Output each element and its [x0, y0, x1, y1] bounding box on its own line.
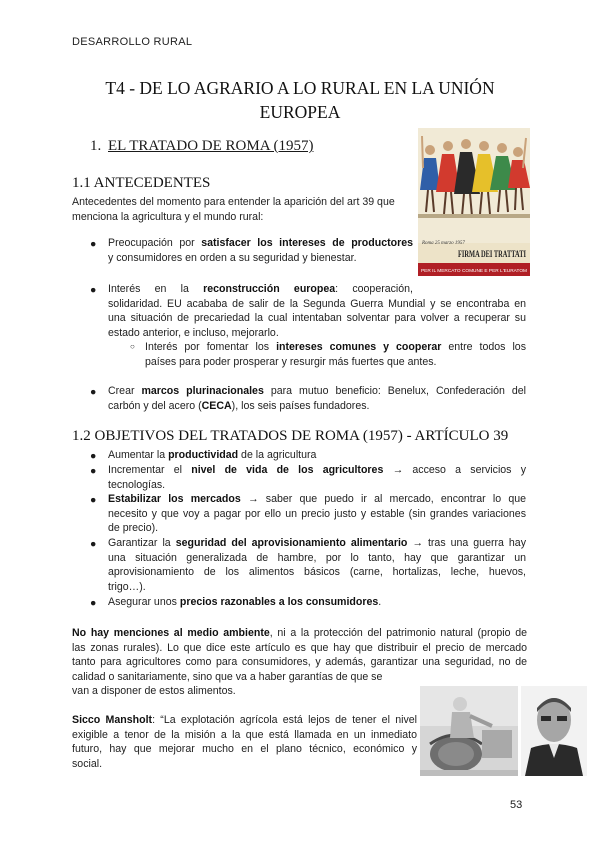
section-1-heading — [90, 138, 313, 155]
antecedentes-bullet-3: Crear marcos plurinacionales para mutuo beneficio: Benelux, Confederación del carbón y del acero (CECA), los seis países fundadores. — [108, 385, 526, 412]
objetivo-5: Asegurar unos precios razonables a los consumidores. — [108, 596, 382, 608]
antecedentes-intro — [72, 195, 417, 224]
objetivo-1: Aumentar la productividad de la agricultura — [108, 449, 317, 461]
mansholt-portrait-photo — [521, 686, 587, 776]
poster-caption-big: FIRMA DEI TRATTATI — [458, 250, 527, 260]
bullet-dot: ● — [90, 386, 97, 398]
poster-caption-small: Roma 25 marzo 1957 — [422, 241, 465, 246]
poster-caption-bottom: PER IL MERCATO COMUNE E PER L'EURATOM — [421, 268, 528, 273]
title-line-1: T4 - DE LO AGRARIO A LO RURAL EN LA UNIÓN — [105, 78, 495, 98]
bullet-dot: ● — [90, 284, 97, 296]
page-title — [60, 76, 540, 124]
bullet-dot: ● — [90, 450, 97, 462]
mansholt-tractor-photo — [420, 686, 518, 776]
mansholt-quote: Sicco Mansholt: “La explotación agrícola está lejos de tener el nivel exigible a tenor de la misión a la que está llamada en un inmediato futuro, hay que mejorar mucho en el plano técnico, económico y social. — [72, 714, 417, 770]
bullet-dot: ● — [90, 597, 97, 609]
objetivos-heading: 1.2 OBJETIVOS DEL TRATADOS DE ROMA (1957) - ARTÍCULO 39 — [72, 428, 509, 444]
antecedentes-bullet-1: Preocupación por satisfacer los intereses de productores y consumidores en orden a su seguridad y bienestar. — [108, 237, 414, 264]
treaty-poster-image — [418, 128, 530, 276]
bullet-circle: ○ — [130, 342, 135, 351]
running-header: DESARROLLO RURAL — [72, 36, 193, 48]
section-1-number: 1. — [90, 138, 102, 154]
antecedentes-bullet-2-rest: solidaridad. EU acababa de salir de la Segunda Guerra Mundial y se encontraba en una situación de precariedad la cual intentaban solventar para volver a recuperar su estado anterior, e incluso, mejorarlo. — [108, 297, 526, 339]
objetivo-2: Incrementar el nivel de vida de los agricultores → acceso a servicios y tecnologías. — [108, 464, 527, 491]
antecedentes-heading: 1.1 ANTECEDENTES — [72, 175, 211, 191]
bullet-dot: ● — [90, 494, 97, 506]
bullet-dot: ● — [90, 238, 97, 250]
objetivo-4: Garantizar la seguridad del aprovisionamiento alimentario → tras una guerra hay una situación generalizada de hambre, por lo tanto, hay que garantizar un aprovisionamiento de los alimentos básicos (carne, hortalizas, leche, huevos, trigo…). — [108, 537, 526, 593]
intro-line-2: menciona la agricultura y el mundo rural: — [72, 210, 264, 223]
bullet-dot: ● — [90, 538, 97, 550]
page-number: 53 — [510, 799, 523, 811]
antecedentes-sub-bullet: Interés por fomentar los intereses comunes y cooperar entre todos los países para poder prosperar y resurgir más fuertes que antes. — [145, 341, 526, 368]
medio-ambiente-paragraph: No hay menciones al medio ambiente, ni a la protección del patrimonio natural (propio de las zonas rurales). Lo que dice este artículo es que hay que distribuir el precio de mercado tanto para agricultores como para consumidores, y además, garantizar una seguridad, no de calidad o sanitariamente, sino que va a haber garantías de que se van a disponer de estos alimentos. — [72, 627, 527, 697]
antecedentes-bullet-2-first: Interés en la reconstrucción europea: cooperación, — [108, 283, 414, 295]
bullet-dot: ● — [90, 465, 97, 477]
section-1-text: EL TRATADO DE ROMA (1957) — [108, 138, 314, 154]
intro-line-1: Antecedentes del momento para entender la aparición del art 39 que — [72, 196, 395, 208]
objetivo-3: Estabilizar los mercados → saber que puedo ir al mercado, encontrar lo que necesito y que voy a pagar por ello un precio justo y estable (sin grandes variaciones de precio). — [108, 493, 527, 534]
title-line-2: EUROPEA — [259, 102, 341, 122]
